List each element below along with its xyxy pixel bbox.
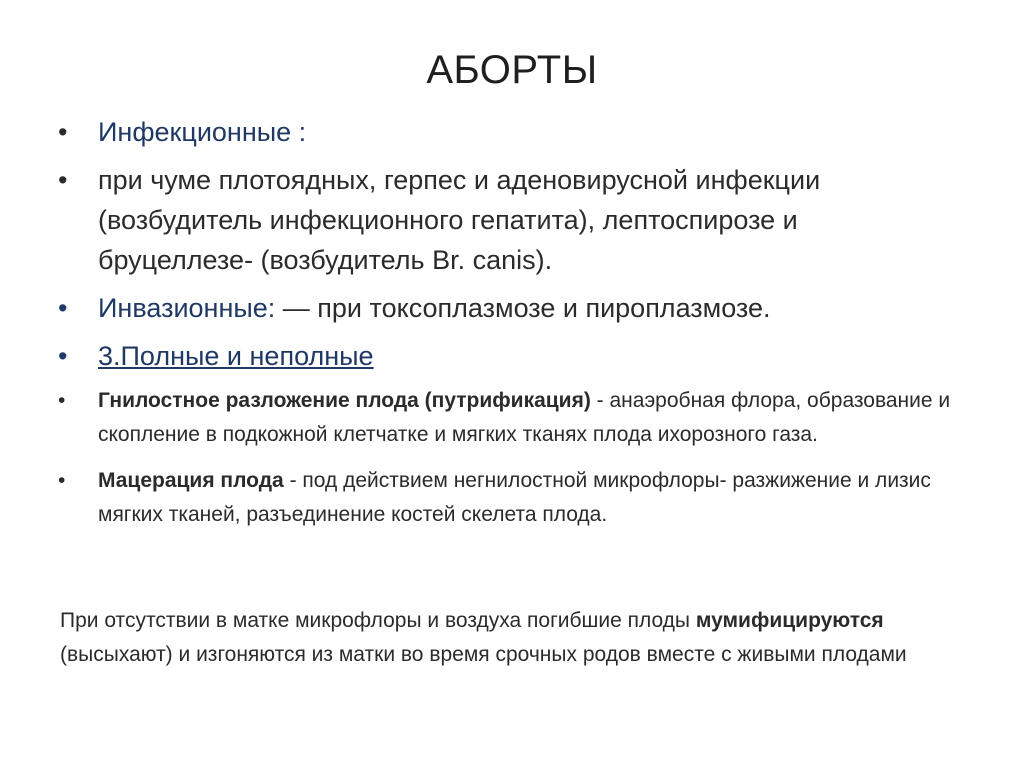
mummification-note (60, 604, 960, 672)
bullet-dot: • (58, 117, 68, 147)
bullet-infectious-heading (58, 112, 958, 152)
bullet-dot: • (58, 341, 68, 371)
bullet-dot: • (58, 389, 66, 412)
invasive-label: Инвазионные: (98, 293, 276, 323)
putrefaction-term: Гнилостное разложение плода (путрификация) (98, 389, 591, 412)
infectious-heading: Инфекционные : (98, 117, 307, 147)
note-part2: (высыхают) и изгоняются из матки во время срочных родов вместе с живыми плодами (60, 643, 907, 666)
note-part1: При отсутствии в матке микрофлоры и воздуха погибшие плоды (60, 609, 696, 632)
bullet-list (58, 112, 958, 544)
bullet-dot: • (58, 293, 68, 323)
bullet-dot: • (58, 469, 66, 492)
slide-title: АБОРТЫ (426, 48, 598, 92)
putrefaction-details: - анаэробная флора, образование и скопление в подкожной клетчатке и мягких тканях плода ихорозного газа. (98, 389, 951, 446)
maceration-term: Мацерация плода (98, 469, 284, 492)
bullet-complete-incomplete (58, 336, 958, 376)
infectious-details: при чуме плотоядных, герпес и аденовирусной инфекции (возбудитель инфекционного гепатита), лептоспирозе и бруцеллезе- (возбудитель Br. canis). (98, 165, 821, 275)
bullet-invasive (58, 288, 958, 328)
note-bold-term: мумифицируются (695, 609, 884, 632)
bullet-infectious-details (58, 160, 958, 280)
bullet-putrefaction (58, 384, 958, 452)
bullet-maceration (58, 464, 958, 532)
invasive-details: — при токсоплазмозе и пироплазмозе. (275, 293, 771, 323)
bullet-dot: • (58, 165, 68, 195)
complete-incomplete-heading: 3.Полные и неполные (98, 341, 374, 371)
maceration-details: - под действием негнилостной микрофлоры- разжижение и лизис мягких тканей, разъединение костей скелета плода. (98, 469, 931, 526)
